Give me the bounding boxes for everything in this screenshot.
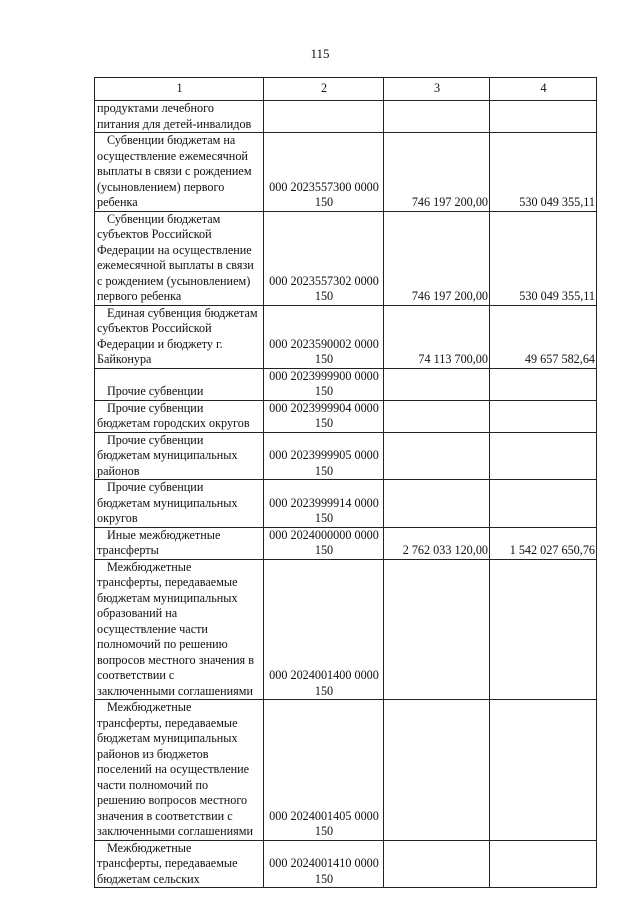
row-value-col3 bbox=[384, 840, 490, 888]
table-row bbox=[95, 700, 597, 841]
row-code: 000 2023999914 0000 150 bbox=[264, 480, 384, 528]
row-name: Субвенции бюджетам субъектов Российской Федерации на осуществление ежемесячной выплаты в связи с рождением (усыновлением) первого ребенка bbox=[95, 211, 264, 305]
row-value-col4: 1 542 027 650,76 bbox=[490, 527, 597, 559]
table-row bbox=[95, 305, 597, 368]
row-code: 000 2023999905 0000 150 bbox=[264, 432, 384, 480]
row-name: Межбюджетные трансферты, передаваемые бюджетам муниципальных районов из бюджетов поселений на осуществление части полномочий по решению вопросов местного значения в соответствии с заключенными соглашениями bbox=[95, 700, 264, 841]
row-value-col3 bbox=[384, 101, 490, 133]
table-row bbox=[95, 368, 597, 400]
column-header-3: 3 bbox=[384, 78, 490, 101]
row-value-col4 bbox=[490, 559, 597, 700]
column-header-4: 4 bbox=[490, 78, 597, 101]
row-code: 000 2024000000 0000 150 bbox=[264, 527, 384, 559]
row-value-col3: 746 197 200,00 bbox=[384, 211, 490, 305]
row-value-col4 bbox=[490, 700, 597, 841]
row-value-col4: 530 049 355,11 bbox=[490, 211, 597, 305]
table-row bbox=[95, 840, 597, 888]
row-value-col4 bbox=[490, 101, 597, 133]
budget-table bbox=[94, 77, 597, 888]
row-value-col4 bbox=[490, 480, 597, 528]
column-header-2: 2 bbox=[264, 78, 384, 101]
row-code: 000 2023590002 0000 150 bbox=[264, 305, 384, 368]
row-name: Субвенции бюджетам на осуществление ежемесячной выплаты в связи с рождением (усыновлением) первого ребенка bbox=[95, 133, 264, 212]
table-row bbox=[95, 559, 597, 700]
page-number: 115 bbox=[310, 46, 330, 61]
row-value-col3 bbox=[384, 368, 490, 400]
row-code bbox=[264, 101, 384, 133]
row-code: 000 2023999904 0000 150 bbox=[264, 400, 384, 432]
row-value-col3 bbox=[384, 559, 490, 700]
row-value-col4 bbox=[490, 368, 597, 400]
row-value-col4: 49 657 582,64 bbox=[490, 305, 597, 368]
row-code: 000 2024001400 0000 150 bbox=[264, 559, 384, 700]
table-row bbox=[95, 101, 597, 133]
row-name: Прочие субвенции бюджетам муниципальных районов bbox=[95, 432, 264, 480]
row-value-col4 bbox=[490, 840, 597, 888]
column-header-1: 1 bbox=[95, 78, 264, 101]
row-value-col3 bbox=[384, 400, 490, 432]
row-value-col4: 530 049 355,11 bbox=[490, 133, 597, 212]
table-row bbox=[95, 527, 597, 559]
row-code: 000 2023557302 0000 150 bbox=[264, 211, 384, 305]
table-row bbox=[95, 432, 597, 480]
row-name: продуктами лечебного питания для детей-инвалидов bbox=[95, 101, 264, 133]
row-name: Прочие субвенции бюджетам городских округов bbox=[95, 400, 264, 432]
row-value-col3 bbox=[384, 480, 490, 528]
row-code: 000 2023557300 0000 150 bbox=[264, 133, 384, 212]
row-code: 000 2024001410 0000 150 bbox=[264, 840, 384, 888]
row-name: Единая субвенция бюджетам субъектов Российской Федерации и бюджету г. Байконура bbox=[95, 305, 264, 368]
table-row bbox=[95, 133, 597, 212]
row-value-col3: 746 197 200,00 bbox=[384, 133, 490, 212]
row-value-col3: 2 762 033 120,00 bbox=[384, 527, 490, 559]
row-value-col4 bbox=[490, 432, 597, 480]
row-name: Иные межбюджетные трансферты bbox=[95, 527, 264, 559]
row-code: 000 2023999900 0000 150 bbox=[264, 368, 384, 400]
row-name: Межбюджетные трансферты, передаваемые бюджетам муниципальных образований на осуществление части полномочий по решению вопросов местного значения в соответствии с заключенными соглашениями bbox=[95, 559, 264, 700]
row-name: Прочие субвенции бюджетам муниципальных округов bbox=[95, 480, 264, 528]
table-row bbox=[95, 400, 597, 432]
row-value-col4 bbox=[490, 400, 597, 432]
row-code: 000 2024001405 0000 150 bbox=[264, 700, 384, 841]
row-value-col3 bbox=[384, 432, 490, 480]
table-row bbox=[95, 211, 597, 305]
row-name: Межбюджетные трансферты, передаваемые бюджетам сельских bbox=[95, 840, 264, 888]
row-value-col3: 74 113 700,00 bbox=[384, 305, 490, 368]
table-header-row bbox=[95, 78, 597, 101]
row-name: Прочие субвенции bbox=[95, 368, 264, 400]
row-value-col3 bbox=[384, 700, 490, 841]
table-row bbox=[95, 480, 597, 528]
